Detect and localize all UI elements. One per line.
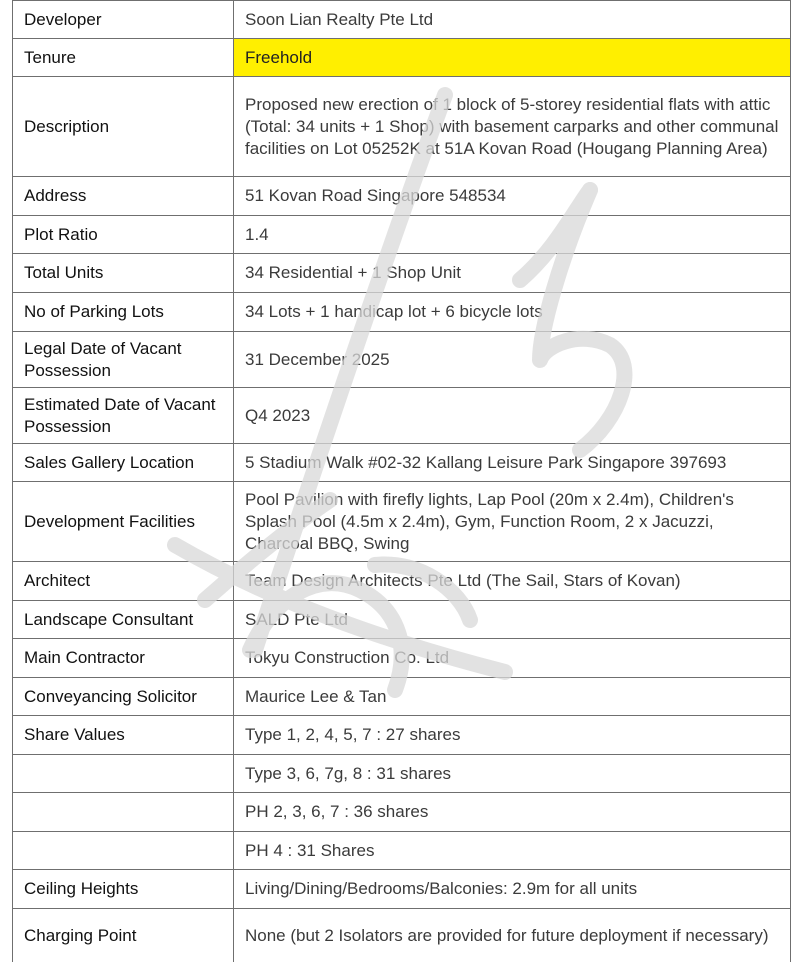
table-row	[13, 755, 791, 793]
project-details-table	[12, 0, 791, 962]
row-label	[13, 755, 234, 793]
row-label: Main Contractor	[13, 639, 234, 678]
table-row	[13, 444, 791, 482]
row-label	[13, 832, 234, 870]
table-row	[13, 793, 791, 832]
row-label: Description	[13, 77, 234, 177]
row-label: Landscape Consultant	[13, 601, 234, 639]
table-row	[13, 482, 791, 562]
table-row	[13, 716, 791, 755]
row-label: Plot Ratio	[13, 216, 234, 254]
row-label: Total Units	[13, 254, 234, 293]
row-label: Charging Point	[13, 909, 234, 962]
table-row	[13, 293, 791, 332]
table-row	[13, 832, 791, 870]
table-row	[13, 216, 791, 254]
row-value: 34 Lots + 1 handicap lot + 6 bicycle lots	[234, 293, 791, 332]
row-value: Type 3, 6, 7g, 8 : 31 shares	[234, 755, 791, 793]
row-value: Living/Dining/Bedrooms/Balconies: 2.9m for all units	[234, 870, 791, 909]
row-value: 1.4	[234, 216, 791, 254]
row-value: PH 2, 3, 6, 7 : 36 shares	[234, 793, 791, 832]
row-value: Tokyu Construction Co. Ltd	[234, 639, 791, 678]
row-value: None (but 2 Isolators are provided for future deployment if necessary)	[234, 909, 791, 962]
row-value: 31 December 2025	[234, 332, 791, 388]
table-row	[13, 601, 791, 639]
row-label: Ceiling Heights	[13, 870, 234, 909]
table-row	[13, 39, 791, 77]
row-label: No of Parking Lots	[13, 293, 234, 332]
row-value: PH 4 : 31 Shares	[234, 832, 791, 870]
row-label: Sales Gallery Location	[13, 444, 234, 482]
row-value: SALD Pte Ltd	[234, 601, 791, 639]
row-value: Maurice Lee & Tan	[234, 678, 791, 716]
table-row	[13, 332, 791, 388]
table-row	[13, 562, 791, 601]
row-value: 34 Residential + 1 Shop Unit	[234, 254, 791, 293]
row-value: Pool Pavilion with firefly lights, Lap Pool (20m x 2.4m), Children's Splash Pool (4.5m x 2.4m), Gym, Function Room, 2 x Jacuzzi, Charcoal BBQ, Swing	[234, 482, 791, 562]
row-value: Freehold	[234, 39, 791, 77]
table-row	[13, 870, 791, 909]
row-label: Legal Date of Vacant Possession	[13, 332, 234, 388]
row-value: Team Design Architects Pte Ltd (The Sail, Stars of Kovan)	[234, 562, 791, 601]
row-label	[13, 793, 234, 832]
row-label: Development Facilities	[13, 482, 234, 562]
table-row	[13, 909, 791, 962]
row-value: Q4 2023	[234, 388, 791, 444]
row-value: Proposed new erection of 1 block of 5-storey residential flats with attic (Total: 34 units + 1 Shop) with basement carparks and other communal facilities on Lot 05252K at 51A Kovan Road (Hougang Planning Area)	[234, 77, 791, 177]
table-row	[13, 1, 791, 39]
table-row	[13, 639, 791, 678]
table-row	[13, 678, 791, 716]
row-label: Address	[13, 177, 234, 216]
table-row	[13, 388, 791, 444]
row-label: Share Values	[13, 716, 234, 755]
project-details-sheet	[12, 0, 791, 962]
row-label: Estimated Date of Vacant Possession	[13, 388, 234, 444]
row-label: Tenure	[13, 39, 234, 77]
row-value: 5 Stadium Walk #02-32 Kallang Leisure Park Singapore 397693	[234, 444, 791, 482]
table-row	[13, 254, 791, 293]
table-row	[13, 177, 791, 216]
row-value: Soon Lian Realty Pte Ltd	[234, 1, 791, 39]
row-label: Developer	[13, 1, 234, 39]
row-value: 51 Kovan Road Singapore 548534	[234, 177, 791, 216]
row-label: Architect	[13, 562, 234, 601]
row-label: Conveyancing Solicitor	[13, 678, 234, 716]
table-row	[13, 77, 791, 177]
row-value: Type 1, 2, 4, 5, 7 : 27 shares	[234, 716, 791, 755]
